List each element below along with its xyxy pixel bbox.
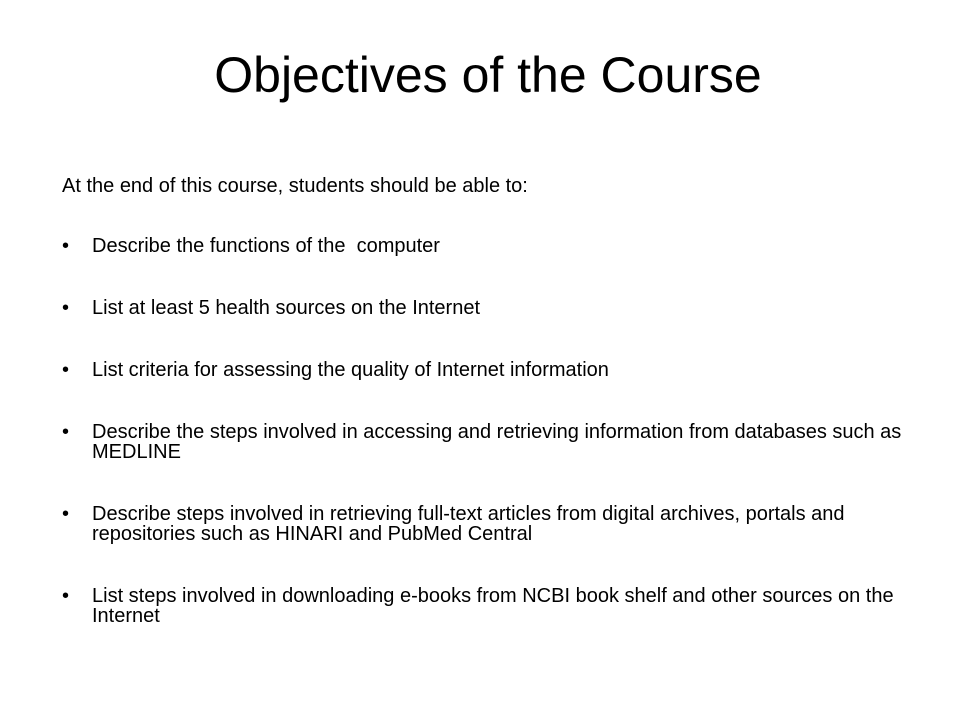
- objective-item-functions: [62, 236, 932, 256]
- objective-text: List criteria for assessing the quality of Internet information: [92, 359, 609, 381]
- slide-title: Objectives of the Course: [214, 47, 762, 103]
- intro-text: At the end of this course, students should be able to:: [62, 175, 528, 197]
- objectives-list: [62, 236, 932, 626]
- objective-item-health-sources: [62, 298, 932, 318]
- objective-text: List at least 5 health sources on the Internet: [92, 297, 481, 319]
- objective-item-e-books: [62, 586, 932, 626]
- objective-text: List steps involved in downloading e-books from NCBI book shelf and other sources on the Internet: [92, 585, 894, 627]
- bullet-dot-icon: •: [62, 585, 70, 607]
- bullet-dot-icon: •: [62, 297, 70, 319]
- objective-item-medline: [62, 422, 932, 462]
- objective-text: Describe the steps involved in accessing and retrieving information from databases such as MEDLINE: [92, 421, 902, 463]
- objective-text: Describe the functions of the computer: [92, 235, 440, 257]
- bullet-dot-icon: •: [62, 421, 70, 443]
- bullet-dot-icon: •: [62, 359, 70, 381]
- objective-text: Describe steps involved in retrieving full-text articles from digital archives, portals and repositories such as HINARI and PubMed Central: [92, 503, 845, 545]
- bullet-dot-icon: •: [62, 235, 70, 257]
- objective-item-quality-criteria: [62, 360, 932, 380]
- objective-item-full-text: [62, 504, 932, 544]
- bullet-dot-icon: •: [62, 503, 70, 525]
